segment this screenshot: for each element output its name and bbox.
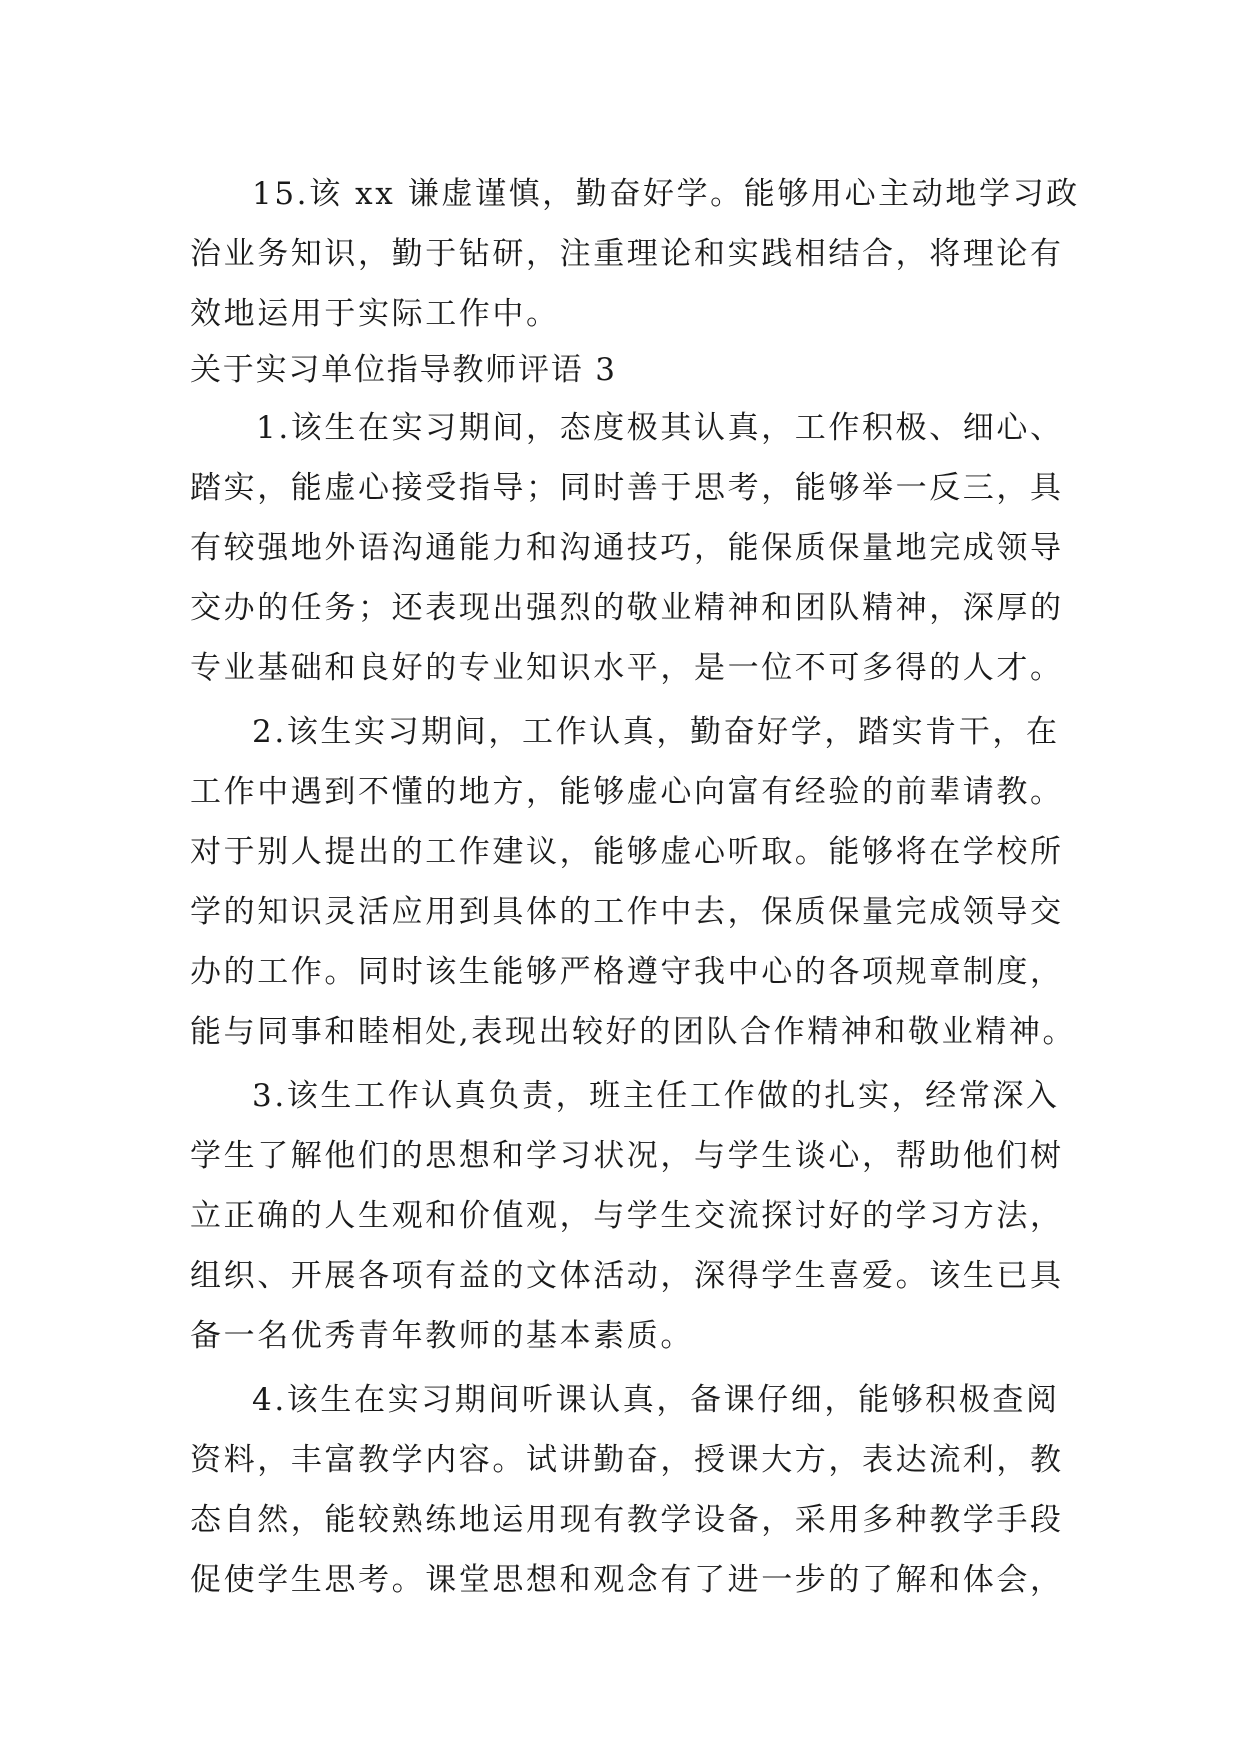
text-line: 15.该 xx 谦虚谨慎，勤奋好学。能够用心主动地学习政	[252, 176, 1080, 212]
text-line: 办的工作。同时该生能够严格遵守我中心的各项规章制度，	[190, 954, 1064, 990]
text-line: 效地运用于实际工作中。	[190, 296, 560, 332]
paragraph-item-1	[190, 398, 1064, 698]
text-line: 治业务知识，勤于钻研，注重理论和实践相结合，将理论有	[190, 236, 1064, 272]
text-line: 态自然，能较熟练地运用现有教学设备，采用多种教学手段	[190, 1502, 1064, 1538]
paragraph-item-15	[190, 164, 1080, 344]
text-line: 立正确的人生观和价值观，与学生交流探讨好的学习方法，	[190, 1198, 1064, 1234]
paragraph-item-2	[190, 702, 1077, 1062]
paragraph-item-4	[190, 1370, 1064, 1610]
text-line: 有较强地外语沟通能力和沟通技巧，能保质保量地完成领导	[190, 530, 1064, 566]
text-line: 能与同事和睦相处,表现出较好的团队合作精神和敬业精神。	[190, 1014, 1077, 1050]
text-line: 学的知识灵活应用到具体的工作中去，保质保量完成领导交	[190, 894, 1064, 930]
text-line: 1.该生在实习期间，态度极其认真，工作积极、细心、	[256, 410, 1064, 446]
text-line: 促使学生思考。课堂思想和观念有了进一步的了解和体会，	[190, 1562, 1064, 1598]
text-line: 4.该生在实习期间听课认真，备课仔细，能够积极查阅	[252, 1382, 1060, 1418]
text-line: 交办的任务；还表现出强烈的敬业精神和团队精神，深厚的	[190, 590, 1064, 626]
section-heading-text: 关于实习单位指导教师评语 3	[190, 352, 617, 388]
text-line: 踏实，能虚心接受指导；同时善于思考，能够举一反三，具	[190, 470, 1064, 506]
text-line: 2.该生实习期间，工作认真，勤奋好学，踏实肯干，在	[252, 714, 1060, 750]
document-page	[190, 164, 1080, 1610]
text-line: 组织、开展各项有益的文体活动，深得学生喜爱。该生已具	[190, 1258, 1064, 1294]
text-line: 专业基础和良好的专业知识水平，是一位不可多得的人才。	[190, 650, 1064, 686]
text-line: 3.该生工作认真负责，班主任工作做的扎实，经常深入	[252, 1078, 1060, 1114]
text-line: 备一名优秀青年教师的基本素质。	[190, 1318, 694, 1354]
text-line: 资料，丰富教学内容。试讲勤奋，授课大方，表达流利，教	[190, 1442, 1064, 1478]
text-line: 对于别人提出的工作建议，能够虚心听取。能够将在学校所	[190, 834, 1064, 870]
text-line: 工作中遇到不懂的地方，能够虚心向富有经验的前辈请教。	[190, 774, 1064, 810]
text-line: 学生了解他们的思想和学习状况，与学生谈心，帮助他们树	[190, 1138, 1064, 1174]
section-heading	[190, 344, 1060, 396]
paragraph-item-3	[190, 1066, 1064, 1366]
